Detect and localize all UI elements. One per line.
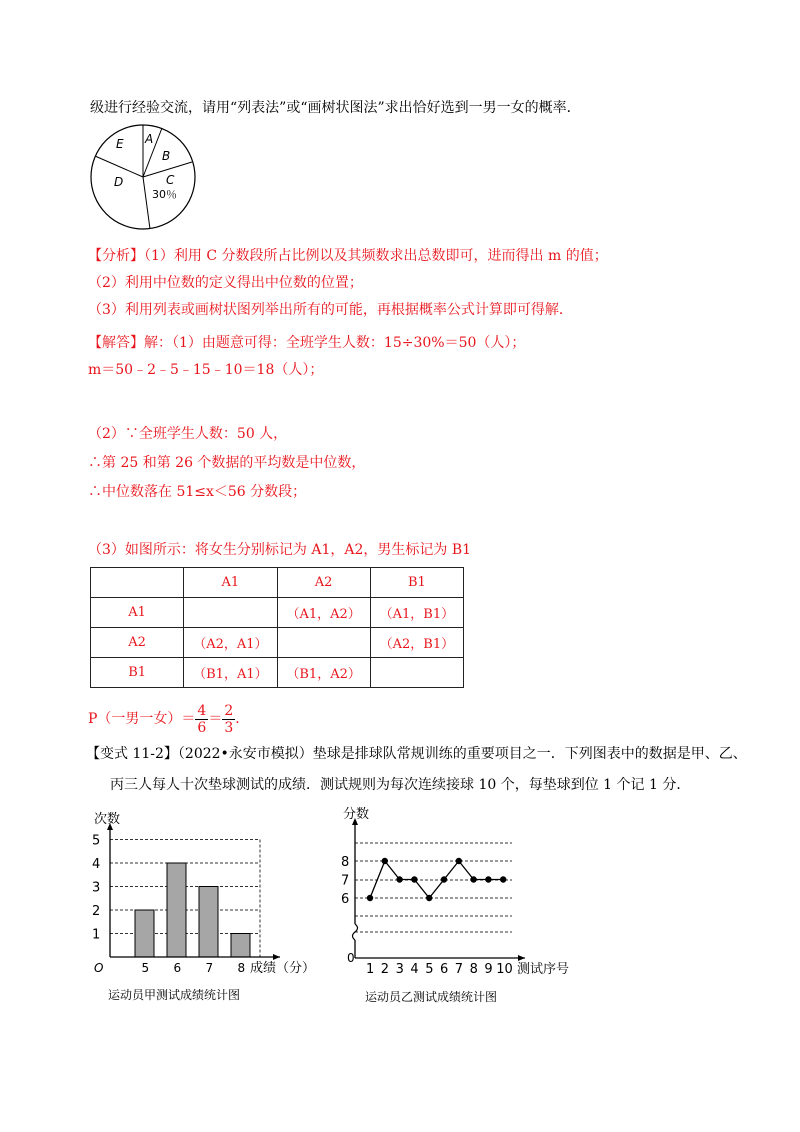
y-axis-label: 分数 xyxy=(343,807,370,822)
y-tick-label: 4 xyxy=(92,857,101,872)
y-tick-label: 3 xyxy=(92,880,101,896)
table-header-row xyxy=(91,568,464,598)
solution-line-6: （3）如图所示：将女生分别标记为 A1，A2，男生标记为 B1 xyxy=(88,542,472,558)
table-cell: （A2，B1） xyxy=(370,628,463,658)
bar xyxy=(199,887,218,958)
x-tick-label: 5 xyxy=(425,962,434,977)
fraction-1-num: 4 xyxy=(197,702,207,719)
fraction-2-num: 2 xyxy=(224,702,234,719)
y-tick-label: 1 xyxy=(92,927,101,943)
x-tick-label: 6 xyxy=(173,961,182,975)
intro-line: 级进行经验交流，请用“列表法”或“画树状图法”求出恰好选到一男一女的概率． xyxy=(90,100,581,116)
data-point xyxy=(456,858,462,864)
table-cell: A1 xyxy=(184,568,277,598)
table-row xyxy=(91,628,464,658)
x-tick-label: 5 xyxy=(141,961,150,975)
y-tick-label: 2 xyxy=(92,904,101,919)
table-cell xyxy=(277,628,370,658)
y-tick-label: 8 xyxy=(341,855,350,870)
pie-label-c: C xyxy=(166,173,175,187)
bar xyxy=(231,934,250,958)
x-tick-label: 7 xyxy=(454,962,464,977)
table-cell: A1 xyxy=(91,598,184,628)
pie-label-c-percent: 30％ xyxy=(152,188,177,201)
table-cell xyxy=(184,598,277,628)
fraction-2-den: 3 xyxy=(224,719,234,736)
bar xyxy=(135,910,154,957)
table-cell xyxy=(91,568,184,598)
x-axis-arrow xyxy=(518,955,525,961)
x-tick-label: 6 xyxy=(440,962,449,977)
solution-line-5: ∴中位数落在 51≤x＜56 分数段； xyxy=(88,484,307,500)
solution-line-1 xyxy=(88,333,525,353)
data-point xyxy=(426,895,432,901)
analysis-tag: 【分析】 xyxy=(88,248,144,264)
line-chart-athlete-yi xyxy=(335,800,595,1010)
probability-prefix: P（一男一女）＝ xyxy=(88,711,196,727)
table-cell: B1 xyxy=(370,568,463,598)
outcome-table xyxy=(90,567,464,688)
probability-line: P（一男一女）＝ $\frac{4}{6}$ ＝ $\frac{2}{3}$ ． xyxy=(88,702,250,736)
bar-chart-athlete-jia xyxy=(80,805,330,1010)
x-tick-label: 4 xyxy=(410,962,419,977)
x-tick-label: 8 xyxy=(469,962,478,977)
probability-end: ． xyxy=(235,711,250,727)
fraction-1-den: 6 xyxy=(197,719,207,736)
y-axis-label: 次数 xyxy=(94,812,121,827)
variant-line-2: 丙三人每人十次垫球测试的成绩．测试规则为每次连续接球 10 个，每垫球到位 1 个记 1 分． xyxy=(110,777,691,793)
analysis-text-1: （1）利用 C 分数段所占比例以及其频数求出总数即可，进而得出 m 的值； xyxy=(144,248,608,264)
table-cell: （A2，A1） xyxy=(184,628,277,658)
pie-label-e: E xyxy=(116,137,124,151)
pie-label-b: B xyxy=(162,149,171,163)
data-point xyxy=(470,876,476,882)
table-cell: （A1，B1） xyxy=(370,598,463,628)
pie-chart xyxy=(88,122,198,232)
data-point xyxy=(367,895,373,901)
analysis-line-2: （2）利用中位数的定义得出中位数的位置； xyxy=(88,275,363,291)
x-tick-label: 1 xyxy=(366,962,375,977)
chart-title: 运动员甲测试成绩统计图 xyxy=(108,988,241,1002)
variant-text-1: （2022•永安市模拟）垫球是排球队常规训练的重要项目之一．下列图表中的数据是甲、乙、 xyxy=(177,746,747,762)
y-tick-label: 5 xyxy=(92,833,101,849)
x-tick-label: 8 xyxy=(237,961,246,975)
fraction-2 xyxy=(222,703,235,736)
table-cell: B1 xyxy=(91,658,184,688)
table-cell: （A1，A2） xyxy=(277,598,370,628)
table-cell: A2 xyxy=(277,568,370,598)
origin-label: 0 xyxy=(347,951,355,965)
x-tick-label: 9 xyxy=(484,962,493,977)
table-cell xyxy=(370,658,463,688)
analysis-line-1 xyxy=(88,246,608,266)
origin-label: O xyxy=(94,961,104,975)
bar xyxy=(167,863,186,957)
analysis-line-3: （3）利用列表或画树状图列举出所有的可能，再根据概率公式计算即可得解． xyxy=(88,302,573,318)
data-point xyxy=(485,876,491,882)
data-point xyxy=(441,876,447,882)
chart-title: 运动员乙测试成绩统计图 xyxy=(365,990,498,1004)
solution-line-2: m＝50﹣2﹣5﹣15﹣10＝18（人）； xyxy=(88,362,324,378)
pie-label-a: A xyxy=(145,132,154,146)
y-tick-label: 7 xyxy=(341,873,350,889)
variant-tag: 【变式 11-2】 xyxy=(86,746,178,762)
x-tick-label: 3 xyxy=(395,962,404,977)
table-cell: （B1，A2） xyxy=(277,658,370,688)
pie-label-d: D xyxy=(114,175,124,189)
table-cell: （B1，A1） xyxy=(184,658,277,688)
table-row xyxy=(91,658,464,688)
table-row xyxy=(91,598,464,628)
data-point xyxy=(396,876,402,882)
variant-line-1 xyxy=(86,744,747,764)
data-point xyxy=(411,876,417,882)
solution-tag: 【解答】 xyxy=(88,335,144,351)
solution-line-3: （2）∵全班学生人数：50 人， xyxy=(88,426,288,442)
fraction-1 xyxy=(195,703,208,736)
x-tick-label: 7 xyxy=(205,961,214,975)
data-point xyxy=(382,858,388,864)
table-cell: A2 xyxy=(91,628,184,658)
y-tick-label: 6 xyxy=(341,892,350,907)
x-axis-label: 成绩（分） xyxy=(250,961,316,976)
x-axis-arrow xyxy=(273,954,280,960)
x-tick-label: 10 xyxy=(496,962,513,977)
data-point xyxy=(500,876,506,882)
solution-line-4: ∴第 25 和第 26 个数据的平均数是中位数， xyxy=(88,455,366,471)
x-tick-label: 2 xyxy=(380,962,390,977)
solution-text-1: 解：（1）由题意可得：全班学生人数：15÷30%＝50（人）； xyxy=(144,335,526,351)
x-axis-label: 测试序号 xyxy=(517,962,570,977)
